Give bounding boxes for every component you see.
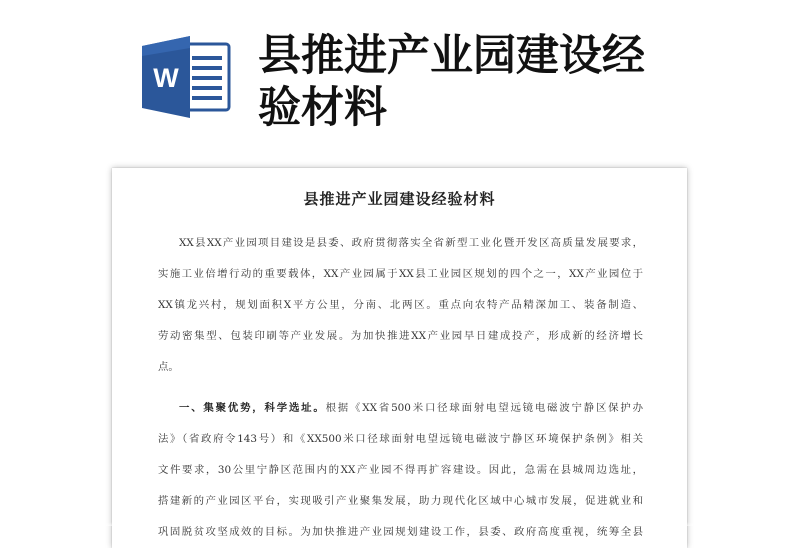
- paragraph-gap: [158, 383, 643, 393]
- word-document-icon: [140, 34, 232, 120]
- paragraph-1-line-2: 实施工业倍增行动的重要载体，XX产业园属于XX县工业园区规划的四个之一，XX产业园位于: [158, 268, 643, 280]
- paragraph-1-line-1: XX县XX产业园项目建设是县委、政府贯彻落实全省新型工业化暨开发区高质量发展要求，: [179, 237, 643, 249]
- paragraph-2-line-2: 法》（省政府令143号）和《XX500米口径球面射电望远镜电磁波宁静区环境保护条例》相关: [158, 433, 643, 445]
- page-title-line-1: 县推进产业园建设经: [258, 31, 645, 81]
- paragraph-1-line-4: 劳动密集型、包装印刷等产业发展。为加快推进XX产业园早日建成投产，形成新的经济增长: [158, 330, 643, 342]
- bottom-fade: [0, 522, 800, 526]
- paragraph-1-line-3: XX镇龙兴村，规划面积X平方公里，分南、北两区。重点向农特产品精深加工、装备制造、: [158, 299, 643, 311]
- paragraph-2-line-4: 搭建新的产业园区平台，实现吸引产业聚集发展，助力现代化区域中心城市发展，促进就业和: [158, 495, 643, 507]
- word-logo-letter: W: [153, 63, 179, 93]
- document-body: [158, 228, 643, 548]
- paragraph-2-line-3: 文件要求，30公里宁静区范围内的XX产业园不得再扩容建设。因此，急需在县城周边选址，: [158, 464, 643, 476]
- paragraph-2-line-5: 巩固脱贫攻坚成效的目标。为加快推进产业园规划建设工作，县委、政府高度重视，统筹全县: [158, 526, 643, 538]
- page-title-line-2: 验材料: [258, 83, 387, 133]
- page-title: [258, 30, 688, 134]
- document-preview-page: [112, 168, 687, 548]
- paragraph-2-line-1: [158, 393, 643, 424]
- paragraph-2-line-1-text: 根据《XX省500米口径球面射电望远镜电磁波宁静区保护办: [325, 402, 644, 414]
- document-title: 县推进产业园建设经验材料: [303, 190, 496, 208]
- section-heading: 一、集聚优势，科学选址。: [179, 402, 326, 414]
- paragraph-1-line-5: 点。: [158, 361, 179, 373]
